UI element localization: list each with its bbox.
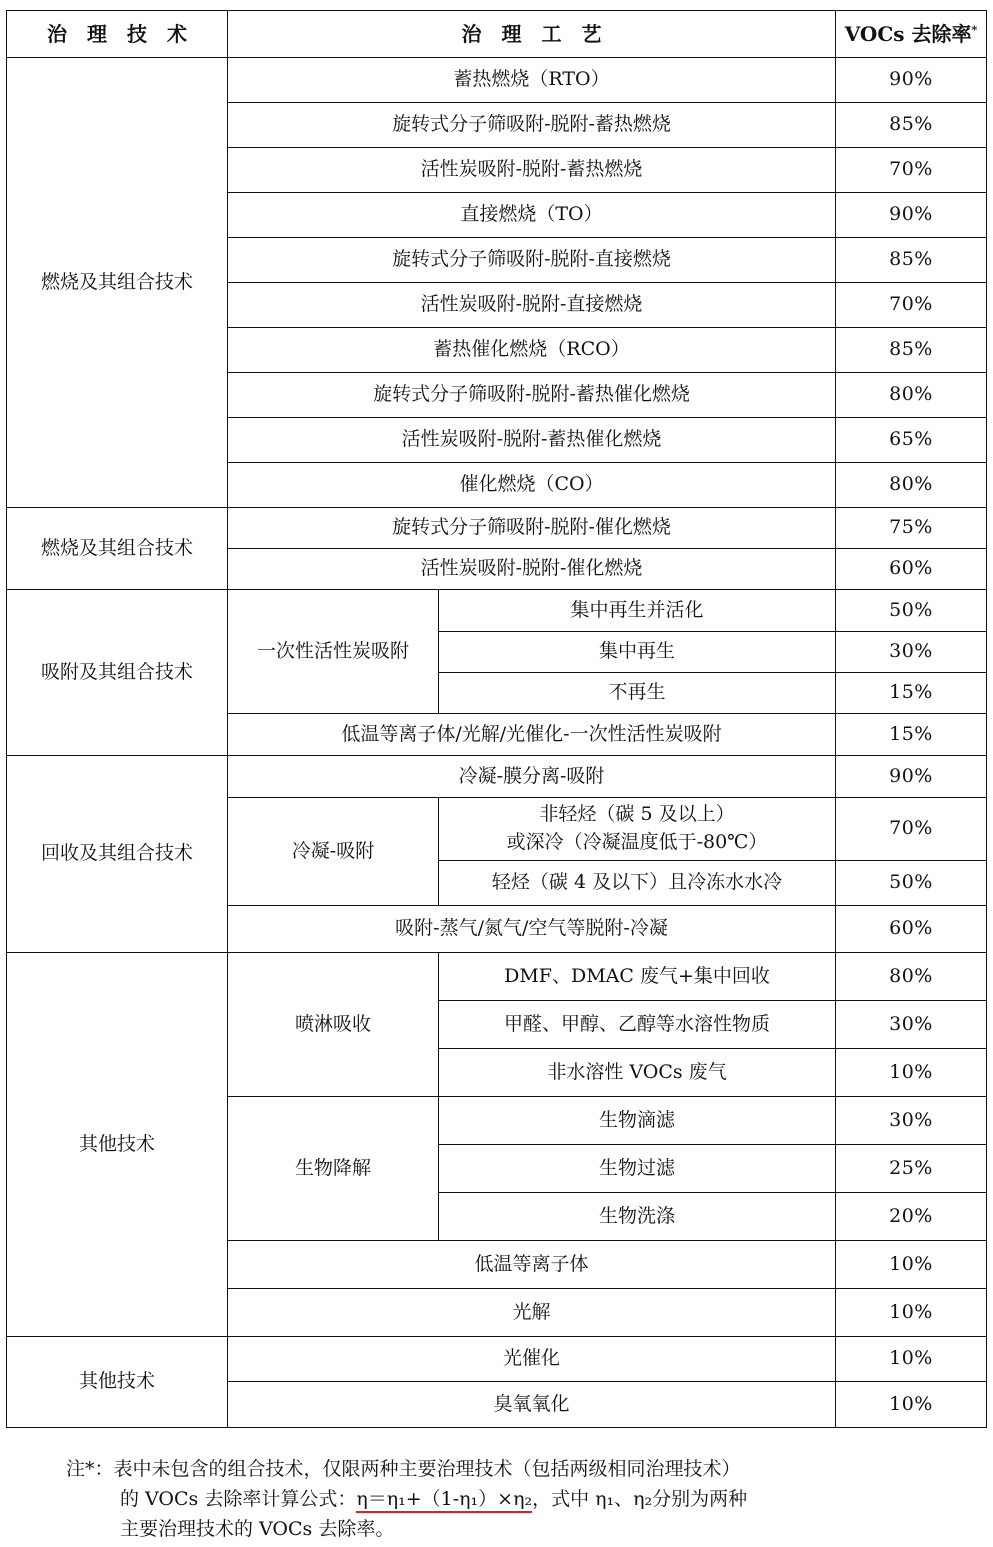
process-cell: 生物滴滤 xyxy=(439,1097,836,1145)
table-row xyxy=(7,58,987,103)
category-cell: 其他技术 xyxy=(7,953,228,1337)
rate-cell: 80% xyxy=(836,463,987,508)
voc-treatment-table xyxy=(6,10,987,1428)
note-line-1: 注*：表中未包含的组合技术，仅限两种主要治理技术（包括两级相同治理技术） xyxy=(66,1458,741,1480)
table-row xyxy=(7,590,987,632)
table-row xyxy=(7,953,987,1001)
process-cell: 旋转式分子筛吸附-脱附-直接燃烧 xyxy=(228,238,836,283)
rate-cell: 30% xyxy=(836,632,987,673)
rate-cell: 80% xyxy=(836,373,987,418)
process-cell: 活性炭吸附-脱附-蓄热催化燃烧 xyxy=(228,418,836,463)
process-cell: 甲醛、甲醇、乙醇等水溶性物质 xyxy=(439,1001,836,1049)
process-cell xyxy=(439,798,836,861)
process-cell: DMF、DMAC 废气+集中回收 xyxy=(439,953,836,1001)
category-cell: 回收及其组合技术 xyxy=(7,756,228,953)
rate-cell: 10% xyxy=(836,1337,987,1382)
rate-cell: 10% xyxy=(836,1241,987,1289)
subcategory-cell: 生物降解 xyxy=(228,1097,439,1241)
process-cell: 生物洗涤 xyxy=(439,1193,836,1241)
category-cell: 燃烧及其组合技术 xyxy=(7,508,228,590)
process-cell: 低温等离子体/光解/光催化-一次性活性炭吸附 xyxy=(228,714,836,756)
rate-cell: 50% xyxy=(836,590,987,632)
rate-cell: 30% xyxy=(836,1097,987,1145)
note-line-2-post: ，式中 η₁、η₂分别为两种 xyxy=(532,1488,748,1510)
process-cell: 直接燃烧（TO） xyxy=(228,193,836,238)
rate-cell: 85% xyxy=(836,103,987,148)
process-cell: 集中再生并活化 xyxy=(439,590,836,632)
process-cell: 旋转式分子筛吸附-脱附-催化燃烧 xyxy=(228,508,836,549)
rate-cell: 50% xyxy=(836,861,987,906)
process-cell: 旋转式分子筛吸附-脱附-蓄热燃烧 xyxy=(228,103,836,148)
rate-cell: 10% xyxy=(836,1049,987,1097)
subcategory-cell: 一次性活性炭吸附 xyxy=(228,590,439,714)
category-cell: 燃烧及其组合技术 xyxy=(7,58,228,508)
table-header-row xyxy=(7,11,987,58)
subcategory-cell: 喷淋吸收 xyxy=(228,953,439,1097)
rate-cell: 90% xyxy=(836,58,987,103)
process-cell: 不再生 xyxy=(439,673,836,714)
process-cell: 吸附-蒸气/氮气/空气等脱附-冷凝 xyxy=(228,906,836,953)
process-cell: 催化燃烧（CO） xyxy=(228,463,836,508)
process-cell: 活性炭吸附-脱附-直接燃烧 xyxy=(228,283,836,328)
category-cell: 其他技术 xyxy=(7,1337,228,1428)
table-footnote xyxy=(66,1454,966,1544)
process-cell: 蓄热燃烧（RTO） xyxy=(228,58,836,103)
table-row xyxy=(7,508,987,549)
rate-cell: 85% xyxy=(836,238,987,283)
rate-cell: 85% xyxy=(836,328,987,373)
rate-cell: 70% xyxy=(836,798,987,861)
rate-cell: 80% xyxy=(836,953,987,1001)
rate-cell: 20% xyxy=(836,1193,987,1241)
rate-cell: 65% xyxy=(836,418,987,463)
rate-cell: 90% xyxy=(836,756,987,798)
header-rate: VOCs 去除率* xyxy=(836,11,987,58)
rate-cell: 70% xyxy=(836,283,987,328)
header-technique: 治理技术 xyxy=(7,11,228,58)
process-cell: 活性炭吸附-脱附-蓄热燃烧 xyxy=(228,148,836,193)
rate-cell: 70% xyxy=(836,148,987,193)
rate-cell: 15% xyxy=(836,714,987,756)
rate-cell: 25% xyxy=(836,1145,987,1193)
rate-cell: 10% xyxy=(836,1382,987,1428)
rate-cell: 75% xyxy=(836,508,987,549)
process-cell: 轻烃（碳 4 及以下）且冷冻水水冷 xyxy=(439,861,836,906)
note-line-2-pre: 的 VOCs 去除率计算公式： xyxy=(120,1488,357,1510)
note-line-2 xyxy=(66,1484,966,1514)
process-cell: 旋转式分子筛吸附-脱附-蓄热催化燃烧 xyxy=(228,373,836,418)
process-cell: 生物过滤 xyxy=(439,1145,836,1193)
rate-cell: 30% xyxy=(836,1001,987,1049)
rate-cell: 60% xyxy=(836,906,987,953)
process-cell: 臭氧氧化 xyxy=(228,1382,836,1428)
category-cell: 吸附及其组合技术 xyxy=(7,590,228,756)
process-line-2: 或深冷（冷凝温度低于-80℃） xyxy=(506,831,768,853)
process-cell: 光催化 xyxy=(228,1337,836,1382)
process-cell: 非水溶性 VOCs 废气 xyxy=(439,1049,836,1097)
rate-cell: 60% xyxy=(836,549,987,590)
process-line-1: 非轻烃（碳 5 及以上） xyxy=(539,803,735,826)
rate-cell: 10% xyxy=(836,1289,987,1337)
rate-cell: 15% xyxy=(836,673,987,714)
table-row xyxy=(7,756,987,798)
rate-cell: 90% xyxy=(836,193,987,238)
process-cell: 活性炭吸附-脱附-催化燃烧 xyxy=(228,549,836,590)
process-cell: 低温等离子体 xyxy=(228,1241,836,1289)
process-cell: 光解 xyxy=(228,1289,836,1337)
header-process: 治理工艺 xyxy=(228,11,836,58)
process-cell: 集中再生 xyxy=(439,632,836,673)
process-cell: 冷凝-膜分离-吸附 xyxy=(228,756,836,798)
table-row xyxy=(7,1337,987,1382)
note-line-3: 主要治理技术的 VOCs 去除率。 xyxy=(120,1518,395,1540)
removal-rate-formula: η＝η₁+（1-η₁）×η₂ xyxy=(356,1488,532,1513)
subcategory-cell: 冷凝-吸附 xyxy=(228,798,439,906)
process-cell: 蓄热催化燃烧（RCO） xyxy=(228,328,836,373)
